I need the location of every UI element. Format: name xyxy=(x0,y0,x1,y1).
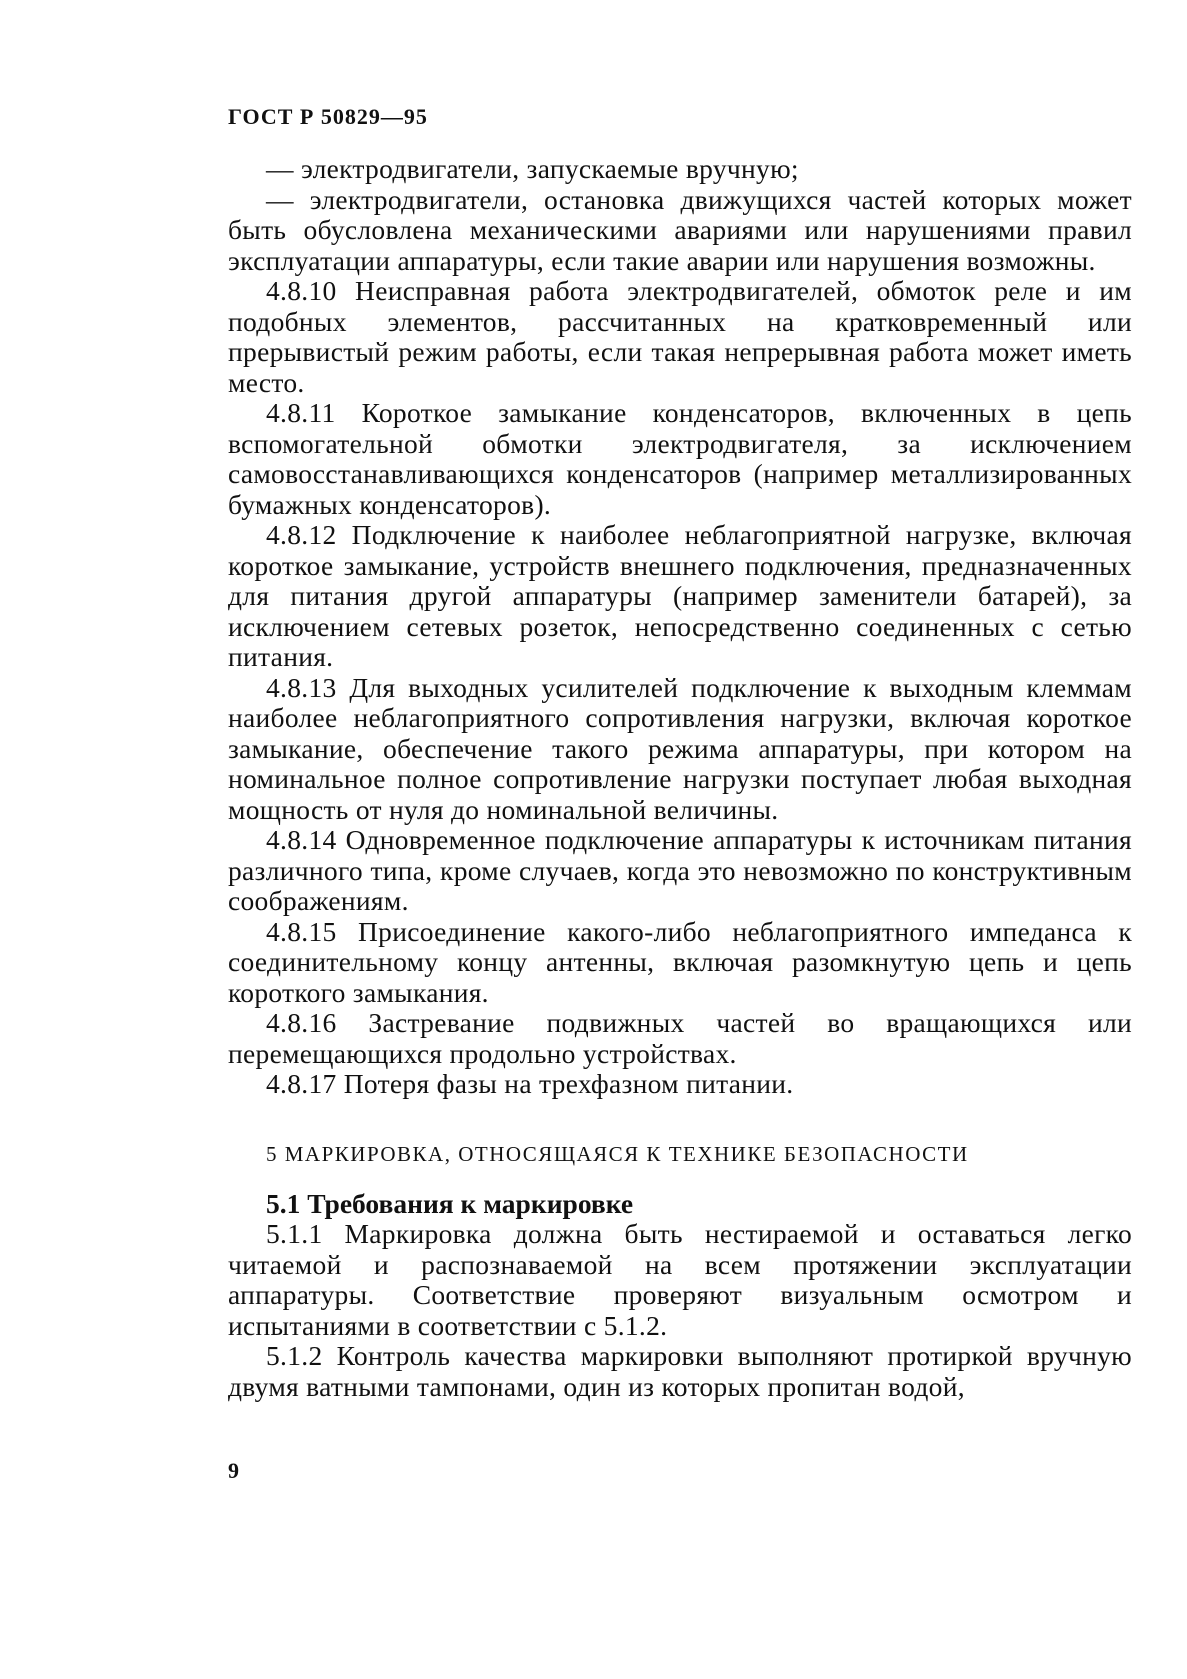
paragraph-item: 4.8.11 Короткое замыкание конденсаторов, включенных в цепь вспомогательной обмотки электродвигателя, за исключением самовосстанавливающихся конденсаторов (например металлизированных бумажных конденсаторов). xyxy=(228,397,1132,520)
paragraph-item: 4.8.16 Застревание подвижных частей во вращающихся или перемещающихся продольно устройствах. xyxy=(228,1007,1132,1069)
paragraph-item: 5.1.1 Маркировка должна быть нестираемой и оставаться легко читаемой и распознаваемой на всем протяжении эксплуатации аппаратуры. Соответствие проверяют визуальным осмотром и испытаниями в соответствии с 5.1.2. xyxy=(228,1218,1132,1341)
paragraph-item: 4.8.12 Подключение к наиболее неблагоприятной нагрузке, включая короткое замыкание, устройств внешнего подключения, предназначенных для питания другой аппаратуры (например заменители батарей), за исключением сетевых розеток, непосредственно соединенных с сетью питания. xyxy=(228,519,1132,672)
paragraph-item: — электродвигатели, остановка движущихся частей которых может быть обусловлена механическими авариями или нарушениями правил эксплуатации аппаратуры, если такие аварии или нарушения возможны. xyxy=(228,183,1132,276)
page-number: 9 xyxy=(228,1458,239,1483)
section-title: 5 МАРКИРОВКА, ОТНОСЯЩАЯСЯ К ТЕХНИКЕ БЕЗОПАСНОСТИ xyxy=(266,1141,969,1166)
document-page xyxy=(228,104,1132,1402)
document-header: ГОСТ Р 50829—95 xyxy=(228,104,428,129)
paragraph-item: — электродвигатели, запускаемые вручную; xyxy=(266,153,799,184)
paragraph-item: 4.8.13 Для выходных усилителей подключение к выходным клеммам наиболее неблагоприятного сопротивления нагрузки, включая короткое замыкание, обеспечение такого режима аппаратуры, при котором на номинальное полное сопротивление нагрузки поступает любая выходная мощность от нуля до номинальной величины. xyxy=(228,671,1132,825)
paragraph-item: 4.8.10 Неисправная работа электродвигателей, обмоток реле и им подобных элементов, рассчитанных на кратковременный или прерывистый режим работы, если такая непрерывная работа может иметь место. xyxy=(228,275,1132,398)
paragraph-item: 4.8.14 Одновременное подключение аппаратуры к источникам питания различного типа, кроме случаев, когда это невозможно по конструктивным соображениям. xyxy=(228,824,1132,916)
paragraph-item: 4.8.15 Присоединение какого-либо неблагоприятного импеданса к соединительному концу антенны, включая разомкнутую цепь и цепь короткого замыкания. xyxy=(228,915,1132,1008)
paragraph-item: 4.8.17 Потеря фазы на трехфазном питании. xyxy=(266,1068,794,1099)
subsection-title: 5.1 Требования к маркировке xyxy=(266,1187,634,1219)
paragraph-item: 5.1.2 Контроль качества маркировки выполняют протиркой вручную двумя ватными тампонами, один из которых пропитан водой, xyxy=(228,1340,1132,1402)
